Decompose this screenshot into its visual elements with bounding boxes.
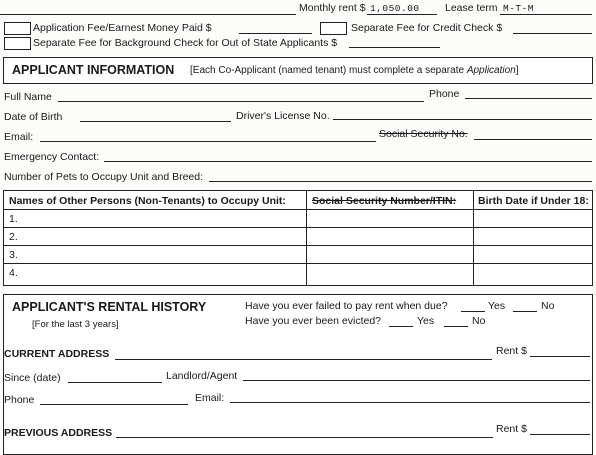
rental-phone-line[interactable]: [40, 404, 188, 405]
rent-late-yes-line[interactable]: [461, 311, 485, 312]
rent-late-no-line[interactable]: [513, 311, 537, 312]
previous-rent-label: Rent $: [496, 423, 527, 435]
background-line[interactable]: [349, 47, 440, 48]
app-fee-line[interactable]: [239, 33, 312, 34]
landlord-label: Landlord/Agent: [166, 370, 238, 382]
dob-label: Date of Birth: [4, 111, 63, 123]
occupants-col-divider-1: [306, 191, 307, 285]
current-rent-line[interactable]: [530, 356, 590, 357]
rental-history-title: APPLICANT'S RENTAL HISTORY: [12, 300, 207, 314]
monthly-rent-value[interactable]: 1,050.00: [370, 3, 420, 14]
app-fee-label: Application Fee/Earnest Money Paid $: [33, 22, 212, 34]
occupant-row-3[interactable]: 3.: [9, 249, 18, 261]
rental-email-line[interactable]: [230, 402, 590, 403]
current-address-line[interactable]: [115, 359, 492, 360]
previous-address-line[interactable]: [116, 437, 493, 438]
rental-history-header: [3, 294, 593, 336]
evicted-question: Have you ever been evicted?: [245, 315, 382, 327]
evicted-yes-label: Yes: [417, 315, 435, 327]
credit-check-line[interactable]: [513, 33, 592, 34]
pets-line[interactable]: [209, 181, 592, 182]
dl-label: Driver's License No.: [236, 110, 330, 122]
evicted-yes-line[interactable]: [389, 326, 413, 327]
emergency-line[interactable]: [104, 161, 592, 162]
current-address-label: CURRENT ADDRESS: [4, 348, 110, 360]
lease-term-value[interactable]: M-T-M: [503, 3, 535, 14]
top-left-line: [0, 14, 296, 15]
occupants-row-divider-2: [4, 245, 592, 246]
previous-rent-line[interactable]: [530, 434, 590, 435]
background-label: Separate Fee for Background Check for Out of State Applicants $: [33, 37, 338, 49]
evicted-no-label: No: [472, 315, 486, 327]
occupant-row-4[interactable]: 4.: [9, 267, 18, 279]
rental-phone-label: Phone: [4, 394, 35, 406]
phone-line[interactable]: [465, 98, 592, 99]
occupants-row-divider-3: [4, 263, 592, 264]
ssn-line[interactable]: [474, 139, 592, 140]
emergency-label: Emergency Contact:: [4, 151, 100, 163]
occupants-header-names: Names of Other Persons (Non-Tenants) to Occupy Unit:: [9, 195, 286, 207]
app-fee-checkbox[interactable]: [4, 22, 31, 35]
occupants-table: [3, 190, 593, 286]
occupant-row-1[interactable]: 1.: [9, 213, 18, 225]
rental-email-label: Email:: [195, 392, 225, 404]
credit-check-label: Separate Fee for Credit Check $: [351, 22, 503, 34]
landlord-line[interactable]: [243, 380, 590, 381]
rent-late-yes-label: Yes: [488, 300, 506, 312]
rent-late-question: Have you ever failed to pay rent when due?: [245, 300, 448, 312]
background-checkbox[interactable]: [4, 37, 31, 50]
current-rent-label: Rent $: [496, 345, 527, 357]
monthly-rent-line: [367, 14, 437, 15]
dl-line[interactable]: [333, 119, 592, 120]
rental-history-subtitle: [For the last 3 years]: [32, 319, 119, 330]
ssn-label: Social Security No.: [379, 128, 468, 140]
rent-late-no-label: No: [541, 300, 555, 312]
email-line[interactable]: [40, 141, 376, 142]
occupants-header-ssn: Social Security Number/ITIN:: [312, 195, 457, 207]
occupants-header-divider: [4, 209, 592, 210]
applicant-info-title: APPLICANT INFORMATION: [12, 63, 175, 77]
lease-term-label: Lease term: [445, 2, 498, 14]
lease-term-line: [500, 14, 592, 15]
pets-label: Number of Pets to Occupy Unit and Breed:: [4, 171, 204, 183]
since-line[interactable]: [68, 382, 162, 383]
previous-address-label: PREVIOUS ADDRESS: [4, 427, 113, 439]
since-label: Since (date): [4, 372, 61, 384]
applicant-info-note: [Each Co-Applicant (named tenant) must complete a separate Application]: [190, 65, 519, 76]
phone-label: Phone: [429, 88, 460, 100]
full-name-label: Full Name: [4, 91, 52, 103]
occupant-row-2[interactable]: 2.: [9, 231, 18, 243]
occupants-header-birthdate: Birth Date if Under 18:: [478, 195, 589, 207]
applicant-info-header: [3, 57, 593, 84]
full-name-line[interactable]: [58, 101, 424, 102]
monthly-rent-label: Monthly rent $: [299, 2, 366, 14]
occupants-row-divider-1: [4, 227, 592, 228]
credit-check-checkbox[interactable]: [320, 22, 347, 35]
dob-line[interactable]: [80, 121, 231, 122]
email-label: Email:: [4, 131, 34, 143]
evicted-no-line[interactable]: [444, 326, 468, 327]
occupants-col-divider-2: [473, 191, 474, 285]
